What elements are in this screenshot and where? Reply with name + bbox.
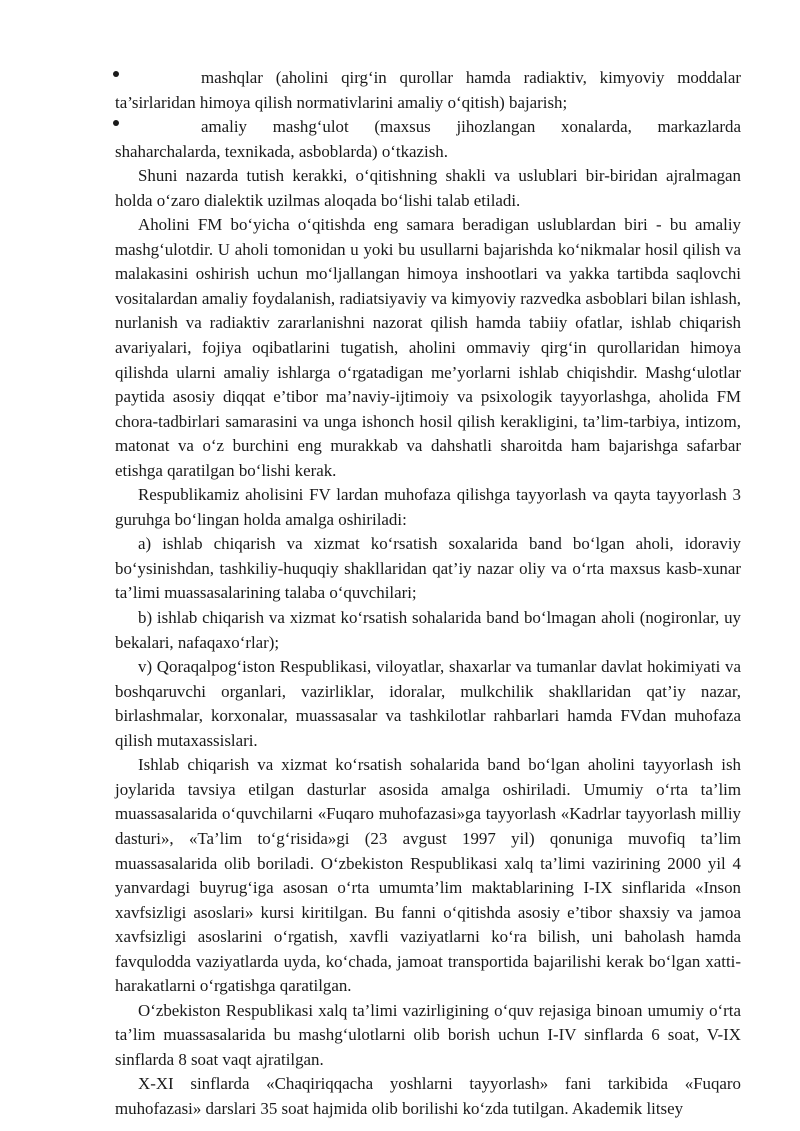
bullet-item — [115, 66, 741, 115]
bullet-text: mashqlar (aholini qirg‘in qurollar hamda radiaktiv, kimyoviy moddalar ta’sirlaridan himoya qilish normativlarini amaliy o‘qitish) bajarish; — [115, 68, 741, 112]
paragraph: O‘zbekiston Respublikasi xalq ta’limi vazirligining o‘quv rejasiga binoan umumiy o‘rta ta’lim muassasalarida bu mashg‘ulotlarni olib borish uchun I-IV sinflarda 6 soat, V-IX sinflarda 8 soat vaqt ajratilgan. — [115, 1000, 741, 1069]
paragraph: Aholini FM bo‘yicha o‘qitishda eng samara beradigan uslublardan biri - bu amaliy mashg‘ulotdir. U aholi tomonidan u yoki bu usullarni bajarishda ko‘nikmalar hosil qilish va malakasini oshirish uchun mo‘ljallangan himoya inshootlari va yakka tartibda saqlovchi vositalardan amaliy foydalanish, radiatsiyaviy va kimyoviy razvedka asboblari bilan ishlash, nurlanish va radiaktiv zararlanishni nazorat qilish hamda tabiiy ofatlar, ishlab chiqarish avariyalari, fojiya oqibatlarini tugatish, aholini ommaviy qirg‘in qurollaridan himoya qilishda ularni amaliy ishlarga o‘rgatadigan me’yorlarni ishlab chiqishdir. Mashg‘ulotlar paytida asosiy diqqat e’tibor ma’naviy-ijtimoiy va psixologik tayyorlashga, aholida FM chora-tadbirlari samarasini va unga ishonch hosil qilish kerakligini, ta’lim-tarbiya, intizom, matonat va o‘z burchini eng murakkab va dahshatli sharoitda ham bajarishga safarbar etishga qaratilgan bo‘lishi kerak. — [115, 215, 741, 480]
paragraph: Shuni nazarda tutish kerakki, o‘qitishning shakli va uslublari bir-biridan ajralmagan holda o‘zaro dialektik uzilmas aloqada bo‘lishi talab etiladi. — [115, 166, 741, 210]
paragraph: Respublikamiz aholisini FV lardan muhofaza qilishga tayyorlash va qayta tayyorlash 3 guruhga bo‘lingan holda amalga oshiriladi: — [115, 485, 741, 529]
bullet-text: amaliy mashg‘ulot (maxsus jihozlangan xonalarda, markazlarda shaharchalarda, texnikada, asboblarda) o‘tkazish. — [115, 117, 741, 161]
paragraph: Ishlab chiqarish va xizmat ko‘rsatish sohalarida band bo‘lgan aholini tayyorlash ish joylarida tavsiya etilgan dasturlar asosida amalga oshiriladi. Umumiy o‘rta ta’lim muassasalarida o‘quvchilarni «Fuqaro muhofazasi»ga tayyorlash «Kadrlar tayyorlash milliy dasturi», «Ta’lim to‘g‘risida»gi (23 avgust 1997 yil) qonuniga muvofiq ta’lim muassasalarida olib boriladi. O‘zbekiston Respublikasi xalq ta’limi vazirining 2000 yil 4 yanvardagi buyrug‘iga asosan o‘rta umumta’lim maktablarining I-IX sinflarida «Inson xavfsizligi asoslari» kursi kiritilgan. Bu fanni o‘qitishda asosiy e’tibor shaxsiy va jamoa xavfsizligi asoslarini o‘rgatish, xavfli vaziyatlarni ko‘ra bilish, uni baholash hamda favqulodda vaziyatlarda uyda, ko‘chada, jamoat transportida bajarilishi kerak bo‘lgan xatti-harakatlarni o‘rgatishga qaratilgan. — [115, 755, 741, 996]
document-page — [115, 66, 741, 1122]
paragraph: X-XI sinflarda «Chaqiriqqacha yoshlarni tayyorlash» fani tarkibida «Fuqaro muhofazasi» darslari 35 soat hajmida olib borilishi ko‘zda tutilgan. Akademik litsey — [115, 1074, 741, 1118]
paragraph: b) ishlab chiqarish va xizmat ko‘rsatish sohalarida band bo‘lmagan aholi (nogironlar, uy bekalari, nafaqaxo‘rlar); — [115, 608, 741, 652]
paragraph: v) Qoraqalpog‘iston Respublikasi, viloyatlar, shaxarlar va tumanlar davlat hokimiyati va boshqaruvchi organlari, vazirliklar, idoralar, mulkchilik shakllaridan qat’iy nazar, birlashmalar, korxonalar, muassasalar va tashkilotlar rahbarlari hamda FVdan muhofaza qilish mutaxassislari. — [115, 657, 741, 750]
paragraph: a) ishlab chiqarish va xizmat ko‘rsatish soxalarida band bo‘lgan aholi, idoraviy bo‘ysinishdan, tashkiliy-huquqiy shakllaridan qat’iy nazar oliy va o‘rta maxsus kasb-xunar ta’limi muassasalarining talaba o‘quvchilari; — [115, 534, 741, 603]
bullet-item — [115, 115, 741, 164]
